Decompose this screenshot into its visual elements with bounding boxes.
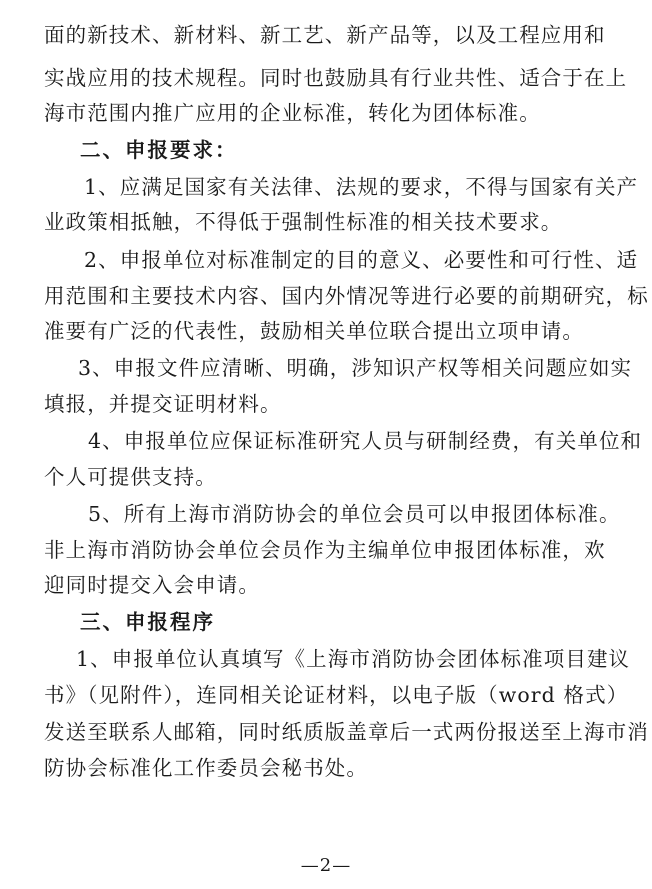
paragraph-line: 1、申报单位认真填写《上海市消防协会团体标准项目建议 [76, 647, 631, 671]
paragraph-line: 个人可提供支持。 [44, 465, 217, 489]
paragraph-line: 2、申报单位对标准制定的目的意义、必要性和可行性、适 [84, 248, 639, 272]
paragraph-line: 防协会标准化工作委员会秘书处。 [44, 756, 368, 780]
paragraph-line: 发送至联系人邮箱，同时纸质版盖章后一式两份报送至上海市消 [44, 720, 649, 744]
section-heading-requirements: 二、申报要求： [80, 138, 238, 162]
paragraph-line: 1、应满足国家有关法律、法规的要求，不得与国家有关产 [84, 175, 639, 199]
paragraph-line: 面的新技术、新材料、新工艺、新产品等，以及工程应用和 [44, 23, 606, 47]
paragraph-line: 迎同时提交入会申请。 [44, 573, 260, 597]
paragraph-line: 准要有广泛的代表性，鼓励相关单位联合提出立项申请。 [44, 319, 584, 343]
paragraph-line: 用范围和主要技术内容、国内外情况等进行必要的前期研究，标 [44, 284, 649, 308]
page-number: —2— [300, 855, 352, 876]
section-heading-procedure: 三、申报程序 [80, 610, 215, 634]
paragraph-line: 海市范围内推广应用的企业标准，转化为团体标准。 [44, 101, 541, 125]
paragraph-line: 实战应用的技术规程。同时也鼓励具有行业共性、适合于在上 [44, 66, 628, 90]
paragraph-line: 3、申报文件应清晰、明确，涉知识产权等相关问题应如实 [78, 356, 633, 380]
paragraph-line: 填报，并提交证明材料。 [44, 392, 282, 416]
paragraph-line: 非上海市消防协会单位会员作为主编单位申报团体标准，欢 [44, 538, 606, 562]
paragraph-line: 书》（见附件），连同相关论证材料，以电子版（word 格式） [44, 683, 629, 707]
paragraph-line: 5、所有上海市消防协会的单位会员可以申报团体标准。 [88, 502, 621, 526]
paragraph-line: 业政策相抵触，不得低于强制性标准的相关技术要求。 [44, 210, 563, 234]
paragraph-line: 4、申报单位应保证标准研究人员与研制经费，有关单位和 [88, 429, 643, 453]
